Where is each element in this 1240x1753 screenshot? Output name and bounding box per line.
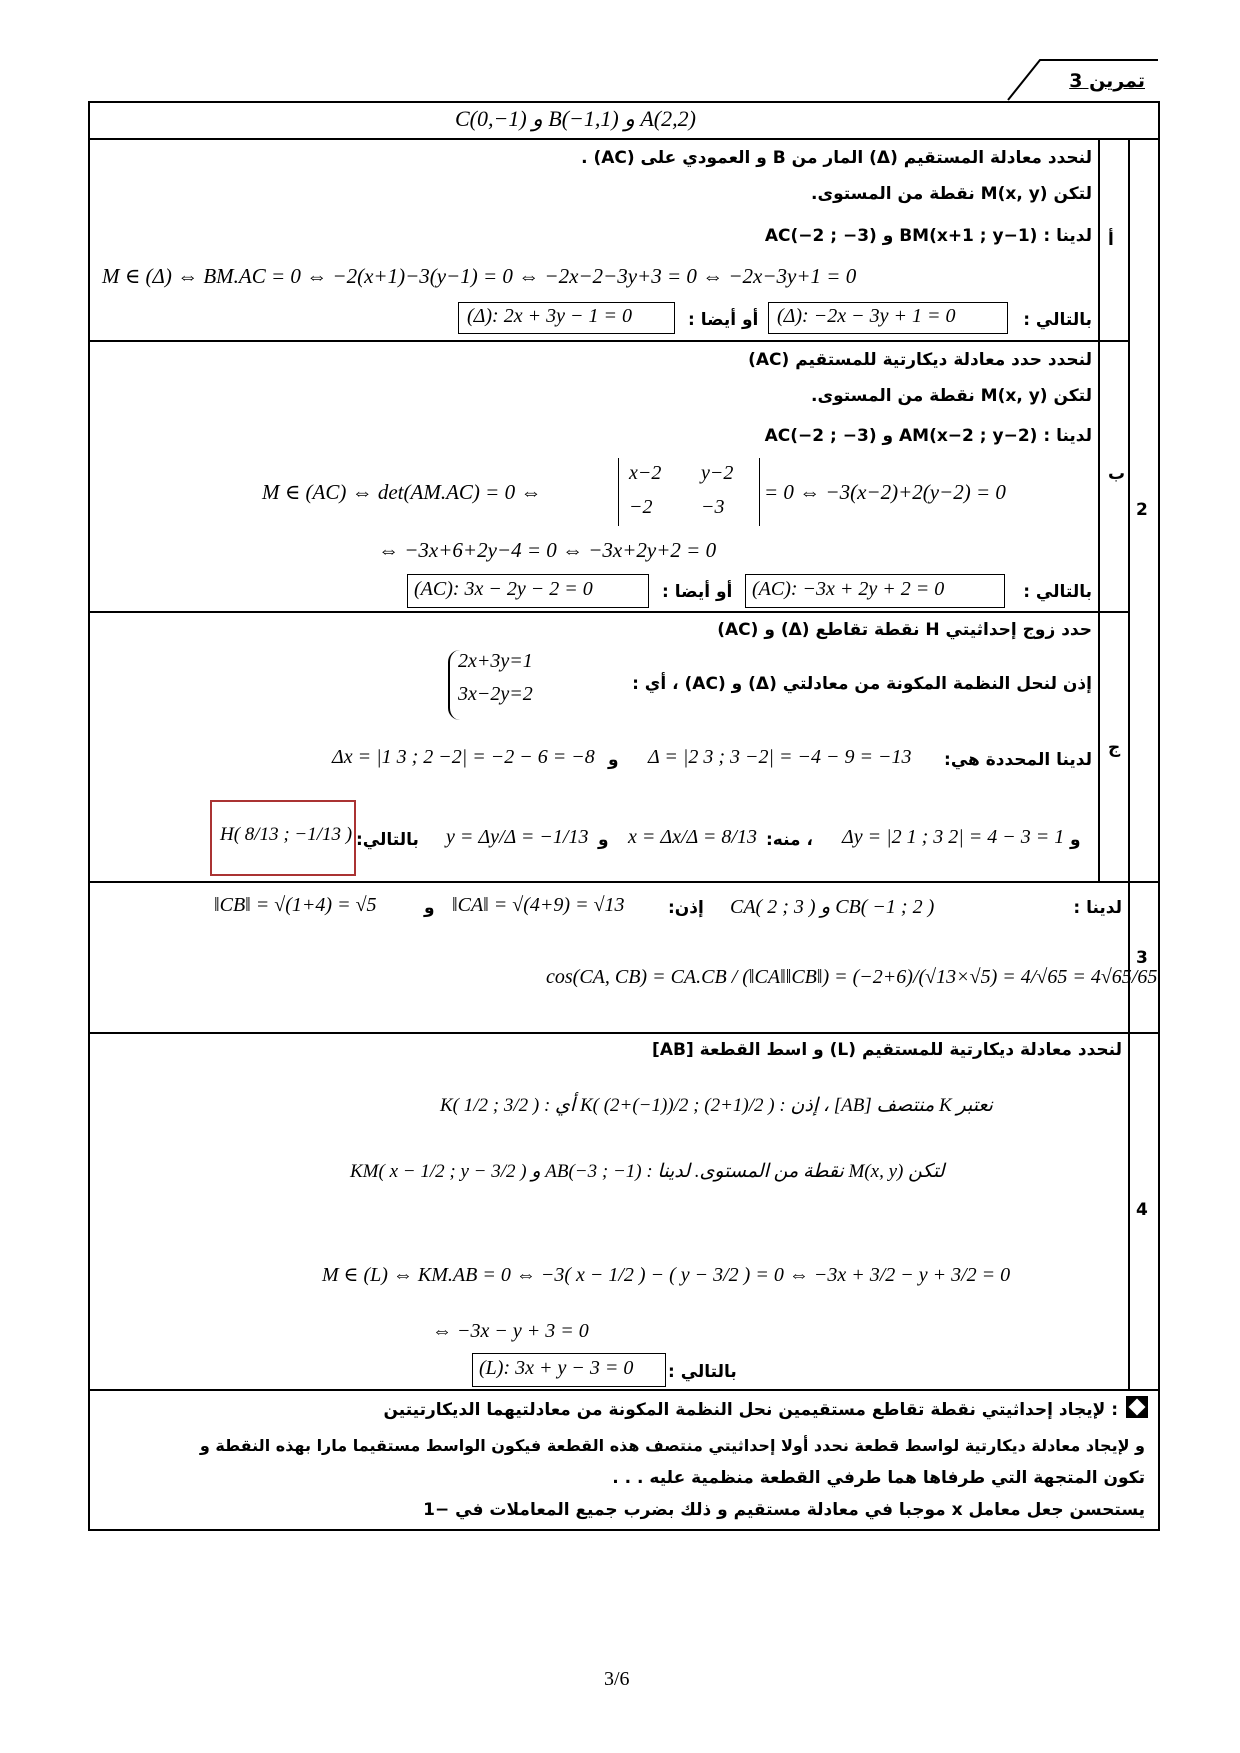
system-eq2: 3x−2y=2 — [458, 683, 533, 705]
note-line2: و لإيجاد معادلة ديكارتية لواسط قطعة نحدد أولا إحداثيتي منتصف هذه القطعة فيكون الواسط مستقيما مارا بهذه النقطة و — [199, 1436, 1145, 1455]
and-word: و — [1070, 830, 1081, 850]
part-letter-c: ج — [1108, 738, 1121, 758]
row-divider — [88, 881, 1160, 883]
part3-norm-cb: ‖CB‖ = √(1+4) = √5 — [214, 894, 377, 916]
part4-result: (L): 3x + y − 3 = 0 — [479, 1357, 634, 1379]
part2b-line2: لتكن M(x, y) نقطة من المستوى. — [811, 386, 1092, 406]
part2a-alt-box — [458, 302, 675, 334]
part2c-result-box — [210, 800, 356, 876]
part2c-delta-x: Δx = |1 3 ; 2 −2| = −2 − 6 = −8 — [332, 746, 595, 768]
part4-line1: لنحدد معادلة ديكارتية للمستقيم (L) و اسط القطعة [AB] — [652, 1040, 1122, 1060]
letter-column-divider — [1098, 138, 1100, 881]
part2c-det-label: لدينا المحددة هي: — [944, 750, 1092, 770]
part2b-line1: لنحدد حدد معادلة ديكارتية للمستقيم (AC) — [748, 350, 1092, 370]
and-word: و — [424, 898, 435, 918]
part2a-therefore: بالتالي : — [1023, 310, 1092, 330]
part2c-system — [448, 650, 533, 720]
table-right-border — [1158, 101, 1160, 1531]
part-letter-b: ب — [1108, 464, 1126, 484]
part3-given-label: لدينا : — [1073, 898, 1122, 918]
part2c-x-value: x = Δx/Δ = 8/13 — [628, 826, 757, 848]
note-line1: : لإيجاد إحداثيتي نقطة تقاطع مستقيمين نحل النظمة المكونة من معادلتيهما الديكارتيتين — [383, 1400, 1118, 1420]
table-left-border — [88, 101, 90, 1531]
part3-vectors: CA( 2 ; 3 ) و CB( −1 ; 2 ) — [730, 896, 935, 918]
part2a-equivalence: M ∈ (Δ) ⇔ BM.AC = 0 ⇔ −2(x+1)−3(y−1) = 0 ⇔ −2x−2−3y+3 = 0 ⇔ −2x−3y+1 = 0 — [102, 264, 857, 288]
part2b-simplify: ⇔ −3x+6+2y−4 = 0 ⇔ −3x+2y+2 = 0 — [378, 538, 717, 562]
part2b-determinant — [618, 458, 760, 526]
part2a-line2: لتكن M(x, y) نقطة من المستوى. — [811, 184, 1092, 204]
note-line3: تكون المتجهة التي طرفاها هما طرفي القطعة منظمية عليه . . . — [612, 1468, 1145, 1488]
given-points: C(0,−1) و B(−1,1) و A(2,2) — [455, 106, 696, 131]
part-number-2: 2 — [1136, 500, 1148, 520]
and-word: و — [598, 830, 609, 850]
note-line4: يستحسن جعل معامل x موجبا في معادلة مستقيم و ذلك بضرب جميع المعاملات في −1 — [423, 1500, 1145, 1520]
part3-norm-ca: ‖CA‖ = √(4+9) = √13 — [452, 894, 625, 916]
part2b-line3: لدينا : AM(x−2 ; y−2) و AC(−2 ; −3) — [764, 426, 1092, 446]
part2a-line3: لدينا : BM(x+1 ; y−1) و AC(−2 ; −3) — [764, 226, 1092, 246]
system-eq1: 2x+3y=1 — [458, 650, 533, 672]
part2c-y-value: y = Δy/Δ = −1/13 — [446, 826, 589, 848]
table-top-border — [88, 101, 1160, 103]
part2c-line2: إذن لنحل النظمة المكونة من معادلتي (Δ) و (AC) ، أي : — [632, 674, 1092, 694]
det-cell: x−2 — [629, 462, 662, 484]
part-number-4: 4 — [1136, 1200, 1148, 1220]
part3-then: إذن: — [668, 898, 704, 918]
part4-equivalence: M ∈ (L) ⇔ KM.AB = 0 ⇔ −3( x − 1/2 ) − ( y − 3/2 ) = 0 ⇔ −3x + 3/2 − y + 3/2 = 0 — [322, 1264, 1011, 1286]
row-divider — [88, 1389, 1160, 1391]
part-letter-a: أ — [1108, 230, 1114, 250]
part2b-det-lhs: M ∈ (AC) ⇔ det(AM.AC) = 0 ⇔ — [262, 480, 542, 504]
part4-therefore: بالتالي : — [668, 1362, 737, 1382]
exercise-title: تمرين 3 — [1069, 70, 1145, 92]
part2a-or: أو أيضا : — [688, 310, 759, 330]
part2b-alt-box — [407, 574, 649, 608]
part4-simplify: ⇔ −3x − y + 3 = 0 — [432, 1320, 589, 1342]
det-cell: y−2 — [701, 462, 734, 484]
part2b-alt-result: (AC): 3x − 2y − 2 = 0 — [414, 578, 593, 600]
part2b-therefore: بالتالي : — [1023, 582, 1092, 602]
part2b-or: أو أيضا : — [662, 582, 733, 602]
part2c-delta-y: Δy = |2 1 ; 3 2| = 4 − 3 = 1 — [842, 826, 1065, 848]
part2b-result-box — [745, 574, 1005, 608]
table-bottom-border — [88, 1529, 1160, 1531]
part2a-result-box — [768, 302, 1008, 334]
part3-cosine: cos(CA, CB) = CA.CB / (‖CA‖‖CB‖) = (−2+6)/(√13×√5) = 4/√65 = 4√65/65 — [546, 966, 1158, 988]
det-cell: −3 — [701, 496, 725, 518]
page-number: 3/6 — [604, 1668, 630, 1690]
part2b-det-rhs: = 0 ⇔ −3(x−2)+2(y−2) = 0 — [764, 480, 1006, 504]
part4-midpoint: نعتبر K منتصف [AB] ، إذن : K( (2+(−1))/2 ; (2+1)/2 ) أي : K( 1/2 ; 3/2 ) — [440, 1095, 993, 1116]
part2a-alt-result: (Δ): 2x + 3y − 1 = 0 — [467, 305, 632, 327]
part4-vectors: لتكن M(x, y) نقطة من المستوى. لدينا : AB(−3 ; −1) و KM( x − 1/2 ; y − 3/2 ) — [350, 1161, 945, 1182]
number-column-divider — [1128, 138, 1130, 1390]
part2a-result: (Δ): −2x − 3y + 1 = 0 — [777, 305, 956, 327]
part2a-line1: لنحدد معادلة المستقيم (Δ) المار من B و العمودي على (AC) . — [581, 148, 1092, 168]
row-divider — [88, 138, 1160, 140]
part2c-so: ، منه: — [766, 830, 813, 850]
part2b-result: (AC): −3x + 2y + 2 = 0 — [752, 578, 945, 600]
and-word: و — [608, 750, 619, 770]
part-number-3: 3 — [1136, 948, 1148, 968]
det-cell: −2 — [629, 496, 653, 518]
row-divider — [88, 611, 1128, 613]
part4-result-box — [472, 1353, 666, 1387]
note-diamond-icon — [1126, 1396, 1148, 1418]
point-H: H( 8/13 ; −1/13 ) — [220, 824, 353, 845]
part2c-line1: حدد زوج إحداثيتي H نقطة تقاطع (Δ) و (AC) — [717, 620, 1092, 640]
row-divider — [88, 1032, 1160, 1034]
row-divider — [88, 340, 1128, 342]
part2c-therefore: بالتالي: — [356, 830, 419, 850]
part2c-delta: Δ = |2 3 ; 3 −2| = −4 − 9 = −13 — [648, 746, 912, 768]
